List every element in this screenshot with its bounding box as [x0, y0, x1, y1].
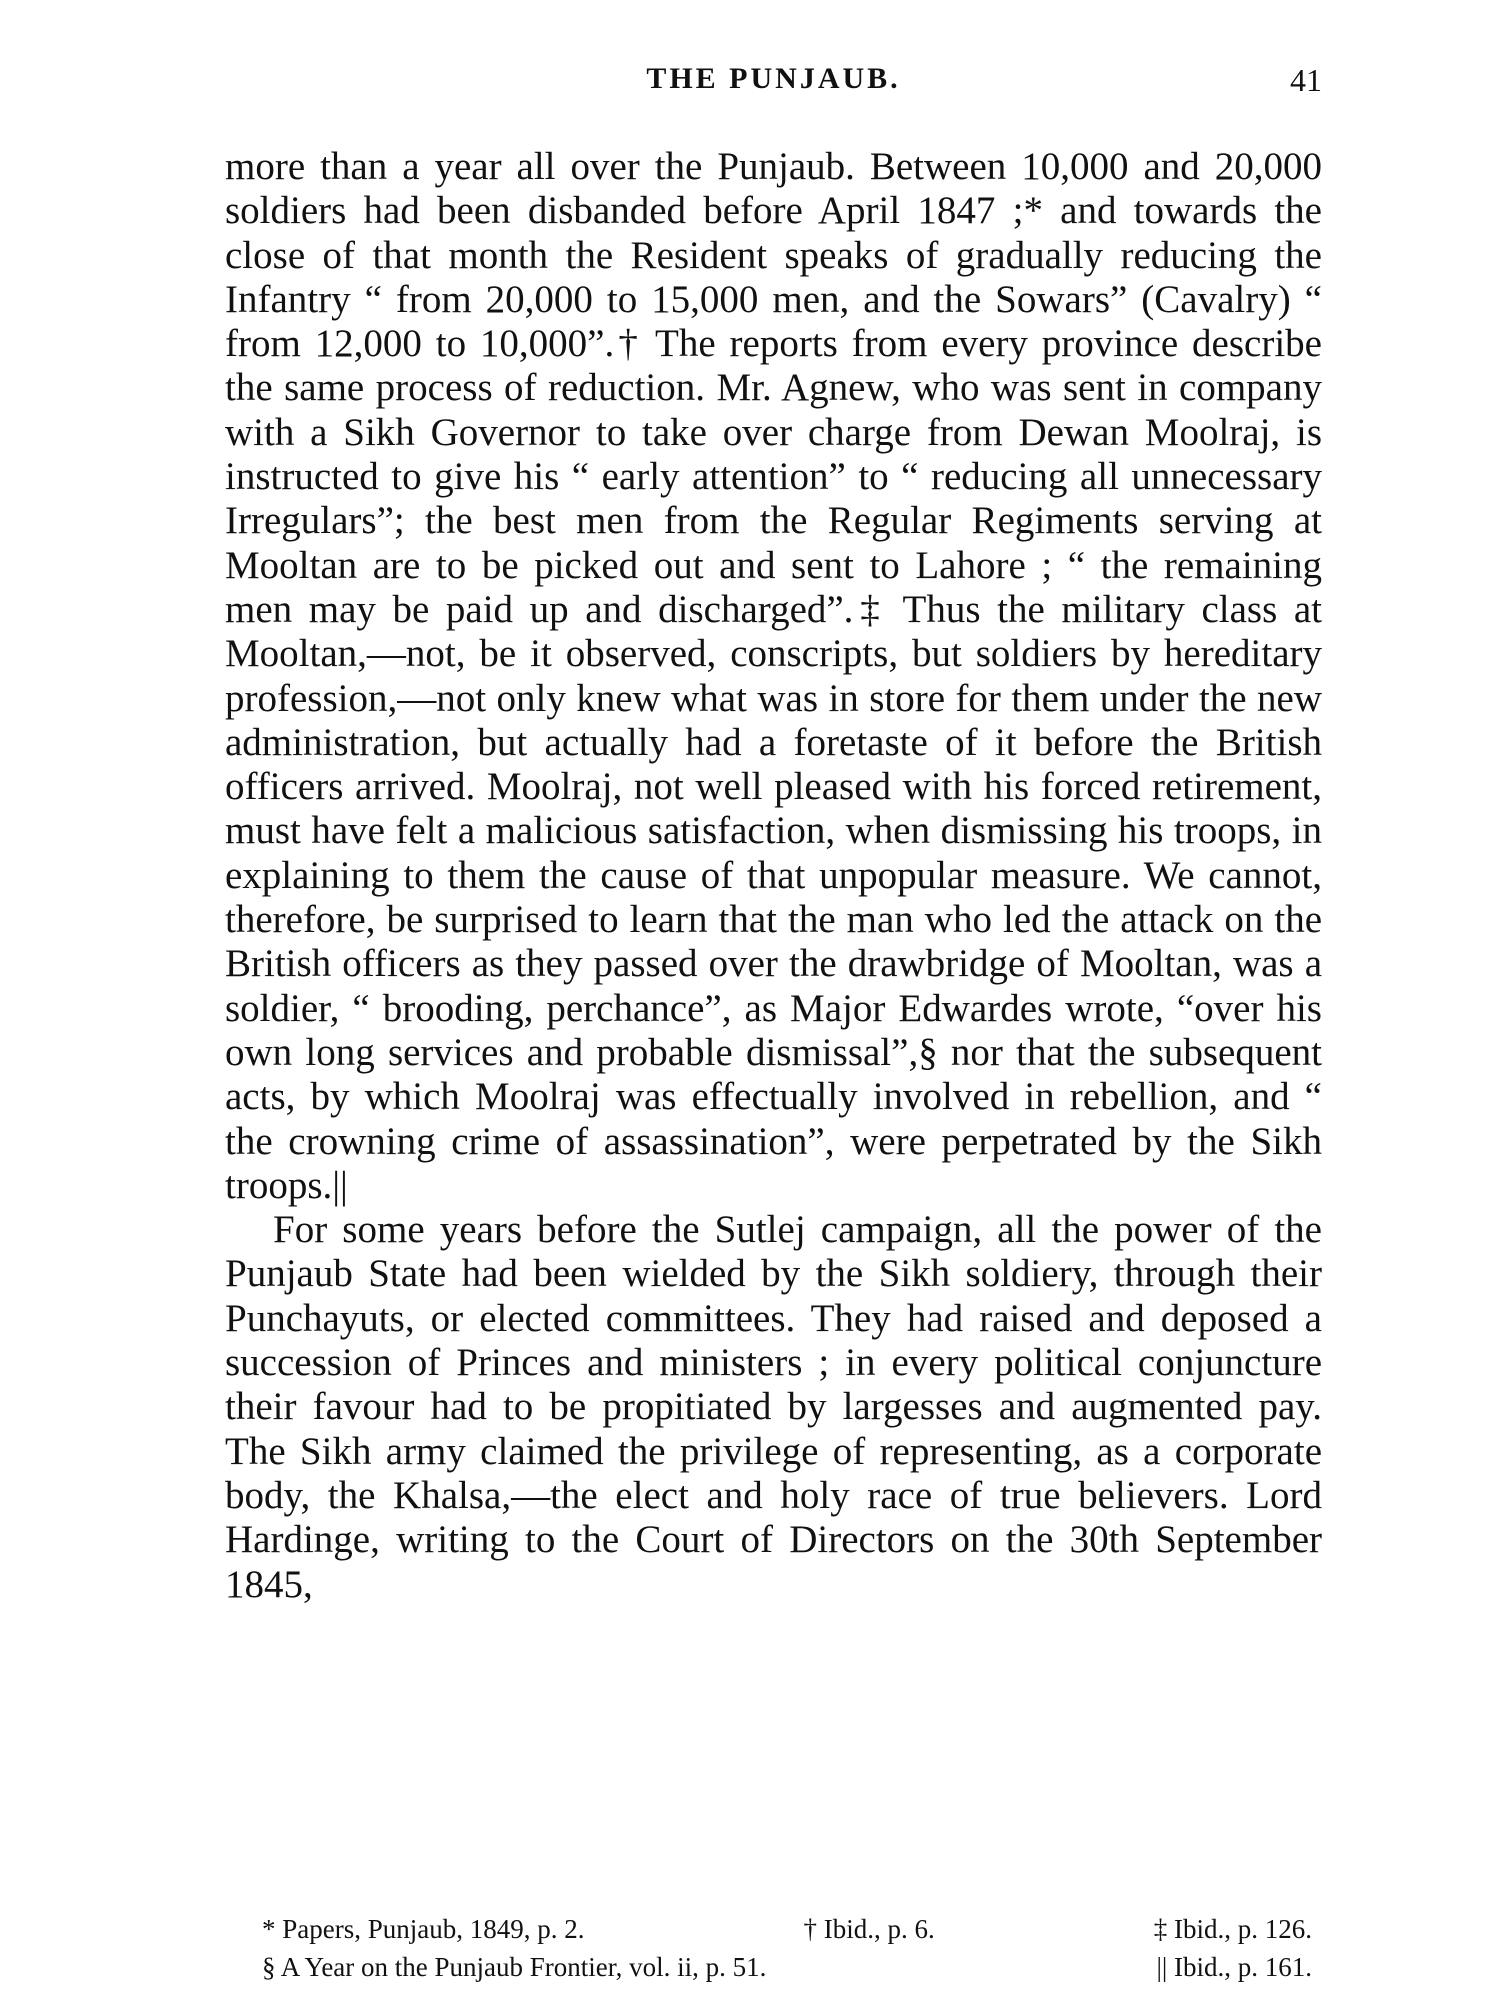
- footnote-ibid-6: † Ibid., p. 6.: [803, 1914, 935, 1944]
- page-header: [225, 62, 1322, 106]
- paragraph-1: more than a year all over the Punjaub. Between 10,000 and 20,000 soldiers had been disbanded before April 1847 ;* and towards the close of that month the Resident speaks of gradually reducing the Infantry “ from 20,000 to 15,000 men, and the Sowars” (Cavalry) “ from 12,000 to 10,000”.† The reports from every province describe the same process of reduction. Mr. Agnew, who was sent in company with a Sikh Governor to take over charge from Dewan Moolraj, is instructed to give his “ early attention” to “ reducing all unnecessary Irregulars”; the best men from the Regular Regiments serving at Mooltan are to be picked out and sent to Lahore ; “ the remaining men may be paid up and discharged”.‡ Thus the military class at Mooltan,—not, be it observed, conscripts, but soldiers by hereditary profession,—not only knew what was in store for them under the new administration, but actually had a foretaste of it before the British officers arrived. Moolraj, not well pleased with his forced retirement, must have felt a malicious satisfaction, when dismissing his troops, in explaining to them the cause of that unpopular measure. We cannot, therefore, be surprised to learn that the man who led the attack on the British officers as they passed over the drawbridge of Mooltan, was a soldier, “ brooding, perchance”, as Major Edwardes wrote, “over his own long services and probable dismissal”,§ nor that the subsequent acts, by which Moolraj was effectually involved in rebellion, and “ the crowning crime of assassination”, were perpetrated by the Sikh troops.||: [225, 145, 1322, 1207]
- footnote-row: [262, 1910, 1312, 1948]
- paragraph-2: For some years before the Sutlej campaign, all the power of the Punjaub State had been wielded by the Sikh soldiery, through their Punchayuts, or elected committees. They had raised and deposed a succession of Princes and ministers ; in every political conjuncture their favour had to be propitiated by largesses and augmented pay. The Sikh army claimed the privilege of representing, as a corporate body, the Khalsa,—the elect and holy race of true believers. Lord Hardinge, writing to the Court of Directors on the 30th September 1845,: [225, 1208, 1322, 1606]
- footnote-year-frontier: § A Year on the Punjaub Frontier, vol. ii, p. 51.: [262, 1952, 767, 1982]
- body-text: [225, 145, 1322, 1607]
- footnotes: [262, 1910, 1312, 1986]
- footnote-ibid-161: || Ibid., p. 161.: [1156, 1952, 1312, 1982]
- page-number: 41: [1290, 62, 1322, 98]
- footnote-ibid-126: ‡ Ibid., p. 126.: [1153, 1914, 1312, 1944]
- footnote-papers: * Papers, Punjaub, 1849, p. 2.: [262, 1914, 585, 1944]
- footnote-row: [262, 1948, 1312, 1986]
- running-title: THE PUNJAUB.: [646, 62, 901, 95]
